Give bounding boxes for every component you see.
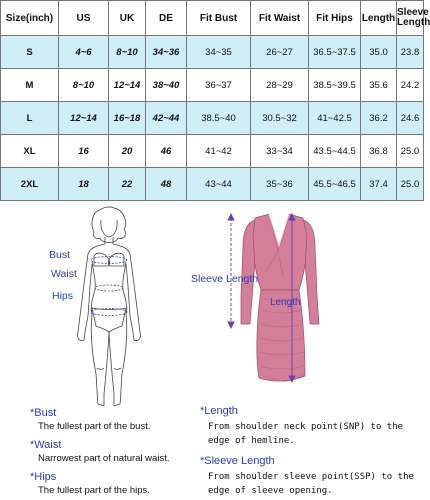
header-sleeve-line2: Length [397,17,430,28]
cell-fit-waist: 35~36 [251,168,309,201]
header-fit-hips: Fit Hips [309,1,361,36]
cell-size: S [1,36,59,69]
header-fit-waist: Fit Waist [251,1,309,36]
cell-sleeve-length: 23.8 [397,36,424,69]
cell-sleeve-length: 25.0 [397,135,424,168]
cell-size: 2XL [1,168,59,201]
bust-note-desc: The fullest part of the bust. [38,421,151,432]
bust-note-term: *Bust [30,407,57,419]
cell-us: 8~10 [59,69,109,102]
cell-fit-hips: 38.5~39.5 [309,69,361,102]
header-size: Size(inch) [1,1,59,36]
table-row [1,36,424,69]
cell-us: 16 [59,135,109,168]
sleeve-note-desc-1: From shoulder sleeve point(SSP) to the [208,472,414,482]
cell-fit-hips: 43.5~44.5 [309,135,361,168]
waist-note-desc: Narrowest part of natural waist. [38,453,170,464]
header-length: Length [361,1,397,36]
length-note-desc-1: From shoulder neck point(SNP) to the [208,422,404,432]
cell-uk: 12~14 [109,69,146,102]
figure-area [0,202,423,500]
cell-fit-waist: 26~27 [251,36,309,69]
cell-fit-hips: 36.5~37.5 [309,36,361,69]
cell-size: M [1,69,59,102]
cell-de: 38~40 [146,69,187,102]
table-row [1,69,424,102]
sleeve-note-desc-2: edge of sleeve opening. [208,486,333,496]
cell-uk: 22 [109,168,146,201]
cell-size: L [1,102,59,135]
cell-fit-hips: 41~42.5 [309,102,361,135]
waist-note-term: *Waist [30,439,62,451]
header-sleeve-line1: Sleeve [397,7,429,18]
length-note-term: *Length [200,405,238,417]
cell-uk: 8~10 [109,36,146,69]
sleeve-note-term: *Sleeve Length [200,455,275,467]
sleeve-length-label: Sleeve Length [191,273,259,285]
cell-fit-bust: 34~35 [187,36,251,69]
cell-fit-bust: 36~37 [187,69,251,102]
cell-us: 4~6 [59,36,109,69]
cell-length: 35.6 [361,69,397,102]
cell-fit-bust: 41~42 [187,135,251,168]
table-row [1,168,424,201]
cell-size: XL [1,135,59,168]
table-row [1,102,424,135]
hips-note-desc: The fullest part of the hips. [38,485,150,496]
bust-note [30,407,150,432]
header-fit-bust: Fit Bust [187,1,251,36]
cell-length: 35.0 [361,36,397,69]
length-label: Length [270,297,301,308]
waist-label: Waist [51,268,77,280]
cell-uk: 16~18 [109,102,146,135]
cell-de: 46 [146,135,187,168]
hips-note [30,471,150,496]
cell-length: 37.4 [361,168,397,201]
cell-sleeve-length: 24.6 [397,102,424,135]
body-outline-illustration [70,204,150,414]
cell-sleeve-length: 24.2 [397,69,424,102]
waist-note [30,439,169,464]
header-sleeve-length [397,1,430,36]
cell-us: 18 [59,168,109,201]
cell-fit-waist: 30.5~32 [251,102,309,135]
cell-de: 42~44 [146,102,187,135]
cell-de: 34~36 [146,36,187,69]
cell-fit-hips: 45.5~46.5 [309,168,361,201]
size-chart-table [0,0,430,201]
header-us: US [59,1,109,36]
cell-us: 12~14 [59,102,109,135]
cell-fit-bust: 38.5~40 [187,102,251,135]
cell-uk: 20 [109,135,146,168]
hips-note-term: *Hips [30,471,57,483]
length-note-desc-2: edge of hemline. [208,436,295,446]
cell-sleeve-length: 25.0 [397,168,424,201]
table-row [1,135,424,168]
table-header-row [1,1,424,36]
cell-fit-waist: 33~34 [251,135,309,168]
cell-de: 48 [146,168,187,201]
cell-length: 36.2 [361,102,397,135]
cell-length: 36.8 [361,135,397,168]
bust-label: Bust [49,249,71,261]
cell-fit-bust: 43~44 [187,168,251,201]
length-note [200,405,403,448]
cell-fit-waist: 28~29 [251,69,309,102]
header-uk: UK [109,1,146,36]
header-de: DE [146,1,187,36]
sleeve-note [200,455,414,498]
hips-label: Hips [52,290,74,302]
